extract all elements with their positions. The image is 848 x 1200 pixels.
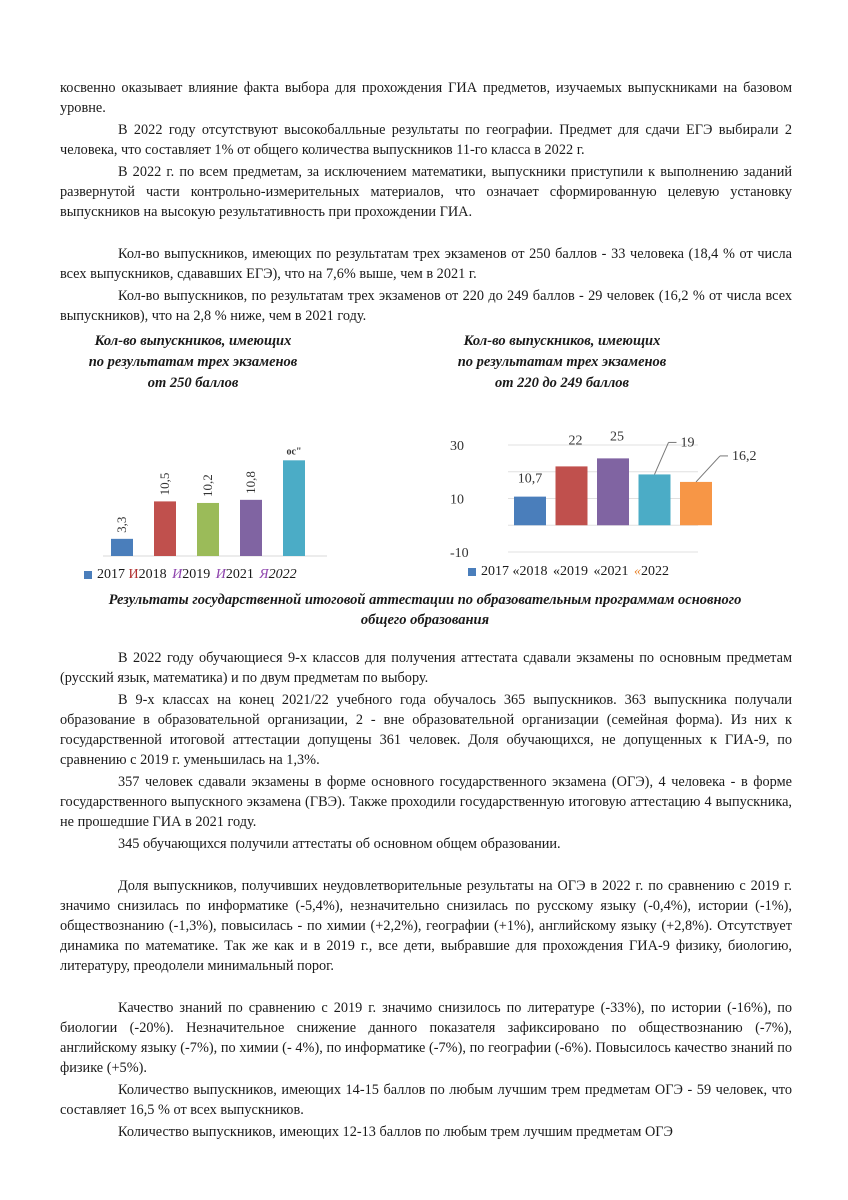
section-heading: Результаты государственной итоговой аттестации по образовательным программам основного общего образования [108,592,742,628]
data-label-2018: 22 [568,433,583,449]
bar-2017 [111,539,133,556]
y-tick-label: 10 [450,492,464,508]
chart-title-right: Кол-во выпускников, имеющих по результатам трех экзаменов от 220 до 249 баллов [457,333,667,391]
legend-left: 2017 И2018 И2019 И2021 Я2022 [84,567,297,583]
leader-line [655,442,669,474]
data-label-2021: 10,8 [243,471,258,494]
data-label-2017: 10,7 [517,471,543,487]
data-label-2019: 10,2 [200,474,215,497]
bar-2017 [514,497,546,526]
data-label-2018: 10,5 [157,472,172,496]
paragraph-220-249-points: Кол-во выпускников, по результатам трех экзаменов от 220 до 249 баллов - 29 человек (16,2 % от числа всех выпускников), что на 2,8 % ниже, чем в 2021 году. [60,288,792,324]
data-label-2019: 25 [610,429,624,445]
legend-mark: И [172,567,183,582]
data-label-2022: 16,2 [732,448,757,464]
bar-2018 [556,466,588,525]
paragraph-extended-tasks: В 2022 г. по всем предметам, за исключением математики, выпускники приступили к выполнению заданий развернутой части контрольно-измерительных материалов, что означает сформированную целевую установку выпускников на высокую результативность при прохождении ГИА. [60,164,792,220]
data-label-2021: 19 [680,435,695,451]
bar-2022 [680,482,712,525]
bar-2018 [154,501,176,556]
bar-2019 [197,503,219,556]
legend-mark: И [128,567,139,582]
paragraph-graduates-count: В 9-х классах на конец 2021/22 учебного года обучалось 365 выпускников. 363 выпускника получали образование в образовательной организации, 2 - вне образовательной организации (семейная форма). Из них к государственной итоговой аттестации допущены 361 человек. Доля обучающихся, не допущенных к ГИА-9, по сравнению с 2019 г. уменьшилась на 1,3%. [60,692,792,768]
paragraph-14-15-points: Количество выпускников, имеющих 14-15 баллов по любым лучшим трем предметам ОГЭ - 59 человек, что составляет 16,5 % от всех выпускников. [60,1082,792,1118]
bar-2021 [240,500,262,556]
legend-mark: « [512,564,520,579]
legend-right: 2017 «2018 «2019 «2021 «2022 [468,564,669,580]
paragraph-oge-gve: 357 человек сдавали экзамены в форме основного государственного экзамена (ОГЭ), 4 человека - в форме государственного выпускного экзамена (ГВЭ). Также проходили государственную итоговую аттестацию 4 выпускника, не прошедшие ГИА в 2021 году. [60,774,792,830]
chart-250-points [95,410,335,560]
paragraph-250-points: Кол-во выпускников, имеющих по результатам трех экзаменов от 250 баллов - 33 человека (18,4 % от числа всех выпускников, сдававших ЕГЭ), что на 7,6% выше, чем в 2021 г. [60,246,792,282]
chart-title-left: Кол-во выпускников, имеющих по результатам трех экзаменов от 250 баллов [88,333,298,391]
legend-swatch-2017 [84,571,92,579]
legend-mark: « [553,564,560,579]
bar-2022 [283,460,305,556]
legend-mark: Я [259,567,269,582]
legend-swatch-2017 [468,568,476,576]
legend-mark: « [593,564,601,579]
paragraph-unsatisfactory: Доля выпускников, получивших неудовлетворительные результаты на ОГЭ в 2022 г. по сравнению с 2019 г. значимо снизилась по информатике (-5,4%), незначительно снизилась по русскому языку (-0,4%), истории (-1%), обществознанию (-1,3%), повысилась - по химии (+2,2%), географии (+1%), английскому языку (+2,8%). Отсутствует динамика по математике. Так же как и в 2019 г., все дети, выбравшие для прохождения ГИА-9 физику, биологию, литературу, преодолели минимальный порог. [60,878,792,974]
paragraph-geography: В 2022 году отсутствуют высокобалльные результаты по географии. Предмет для сдачи ЕГЭ выбирали 2 человека, что составляет 1% от общего количества выпускников 11-го класса в 2022 г. [60,122,792,158]
paragraph-certificates: 345 обучающихся получили аттестаты об основном общем образовании. [118,836,561,852]
paragraph-exams-9: В 2022 году обучающиеся 9-х классов для получения аттестата сдавали экзамены по основным предметам (русский язык, математика) и по двум предметам по выбору. [60,650,792,686]
data-label-2022: ос" [286,446,302,458]
paragraph-quality: Качество знаний по сравнению с 2019 г. значимо снизилось по литературе (-33%), по истории (-16%), по биологии (-20%). Незначительное снижение данного показателя зафиксировано по обществознанию (-7%), английскому языку (-7%), по химии (- 4%), по информатике (-7%), по географии (-6%). Повысилось качество знаний по физике (+5%). [60,1000,792,1076]
y-tick-label: 30 [450,439,464,454]
leader-line [696,456,720,482]
data-label-2017: 3,3 [114,516,129,533]
paragraph-12-13-points: Количество выпускников, имеющих 12-13 баллов по любым трем лучшим предметам ОГЭ [118,1124,673,1140]
legend-mark: И [215,567,226,582]
chart-220-249-points [440,425,757,565]
y-tick-label: -10 [450,546,469,561]
bar-2019 [597,458,629,525]
paragraph-intro: косвенно оказывает влияние факта выбора для прохождения ГИА предметов, изучаемых выпускниками на базовом уровне. [60,80,792,116]
bar-2021 [639,474,671,525]
legend-mark: « [634,564,641,579]
